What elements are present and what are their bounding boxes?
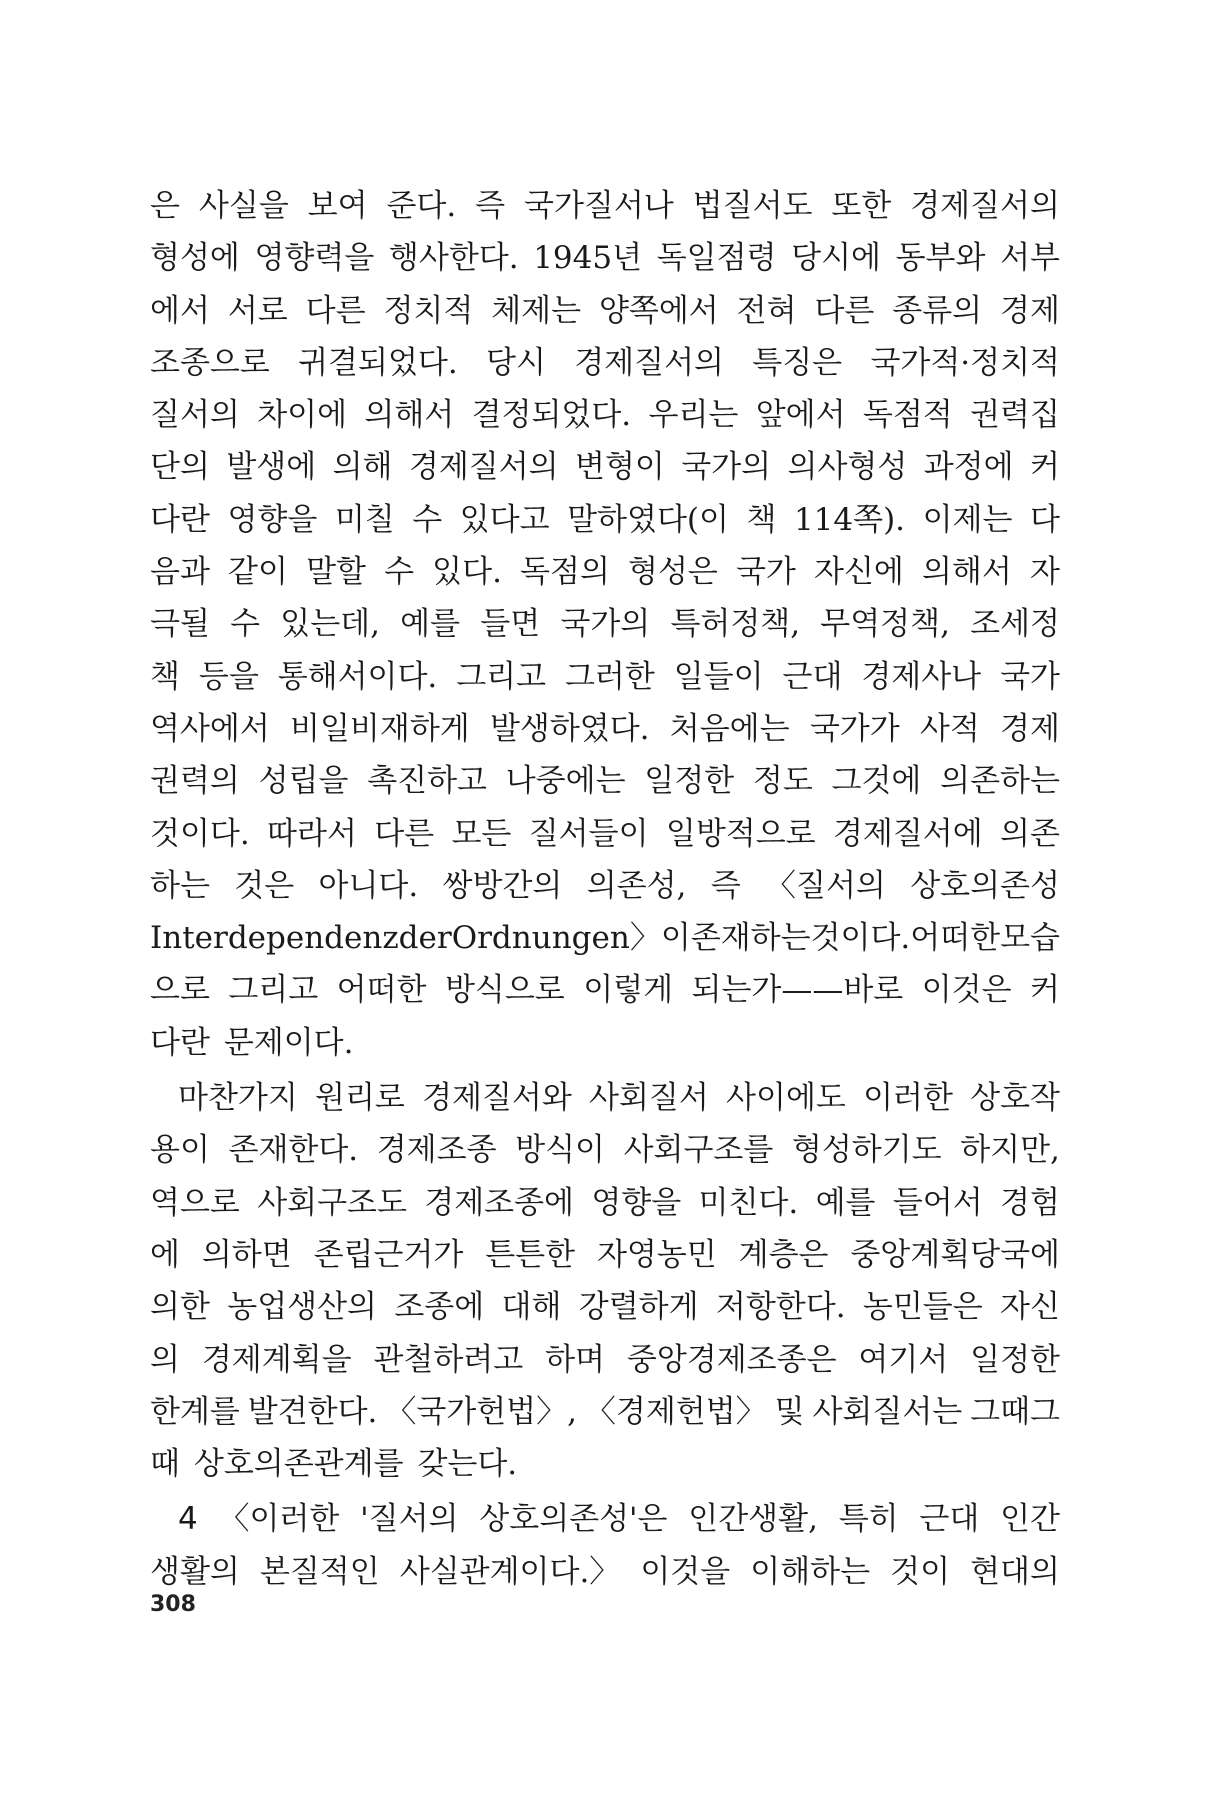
text-line: 의한 농업생산의 조종에 대해 강렬하게 저항한다. 농민들은 자신 [150, 1289, 1060, 1326]
text-line: 한계를 발견한다. 〈국가헌법〉, 〈경제헌법〉 및 사회질서는 그때그 [150, 1393, 1060, 1430]
text-line: 극될 수 있는데, 예를 들면 국가의 특허정책, 무역정책, 조세정 [150, 606, 1060, 643]
text-line: 으로 그리고 어떠한 방식으로 이렇게 되는가——바로 이것은 커 [150, 972, 1060, 1009]
body-text [150, 180, 1060, 1598]
text-line: 때 상호의존관계를 갖는다. [150, 1446, 518, 1483]
text-line: 에 의하면 존립근거가 튼튼한 자영농민 계층은 중앙계획당국에 [150, 1236, 1060, 1273]
text-line: 마찬가지 원리로 경제질서와 사회질서 사이에도 이러한 상호작 [178, 1080, 1060, 1117]
text-line: 다란 문제이다. [150, 1024, 354, 1061]
text-line: 에서 서로 다른 정치적 체제는 양쪽에서 전혀 다른 종류의 경제 [150, 292, 1060, 329]
text-line: 질서의 차이에 의해서 결정되었다. 우리는 앞에서 독점적 권력집 [150, 397, 1060, 434]
text-line: 조종으로 귀결되었다. 당시 경제질서의 특징은 국가적·정치적 [150, 344, 1060, 381]
text-line: 역사에서 비일비재하게 발생하였다. 처음에는 국가가 사적 경제 [150, 710, 1060, 747]
text-line: 형성에 영향력을 행사한다. 1945년 독일점령 당시에 동부와 서부 [150, 240, 1060, 277]
text-line: 4 〈이러한 '질서의 상호의존성'은 인간생활, 특히 근대 인간 [150, 1493, 1060, 1545]
text-line: 권력의 성립을 촉진하고 나중에는 일정한 정도 그것에 의존하는 [150, 763, 1060, 800]
text-line: 용이 존재한다. 경제조종 방식이 사회구조를 형성하기도 하지만, [150, 1132, 1060, 1169]
text-line: 것이다. 따라서 다른 모든 질서들이 일방적으로 경제질서에 의존 [150, 815, 1060, 852]
text-line: 역으로 사회구조도 경제조종에 영향을 미친다. 예를 들어서 경험 [150, 1184, 1060, 1221]
text-line: 은 사실을 보여 준다. 즉 국가질서나 법질서도 또한 경제질서의 [150, 188, 1060, 224]
text-line: 하는 것은 아니다. 쌍방간의 의존성, 즉 〈질서의 상호의존성 [150, 867, 1060, 904]
page-number: 308 [150, 1592, 196, 1617]
text-line: 다란 영향을 미칠 수 있다고 말하였다(이 책 114쪽). 이제는 다 [150, 501, 1060, 538]
text-line: 생활의 본질적인 사실관계이다.〉 이것을 이해하는 것이 현대의 [150, 1553, 1060, 1590]
text-line: 책 등을 통해서이다. 그리고 그러한 일들이 근대 경제사나 국가 [150, 658, 1060, 695]
text-line: 단의 발생에 의해 경제질서의 변형이 국가의 의사형성 과정에 커 [150, 449, 1060, 486]
text-line: Interdependenz der Ordnungen〉이 존재하는 것이다. 어떠한 모습 [150, 920, 1060, 957]
section-number: 4 [178, 1501, 198, 1538]
text-line: 음과 같이 말할 수 있다. 독점의 형성은 국가 자신에 의해서 자 [150, 554, 1060, 591]
text-line: 의 경제계획을 관철하려고 하며 중앙경제조종은 여기서 일정한 [150, 1341, 1060, 1378]
